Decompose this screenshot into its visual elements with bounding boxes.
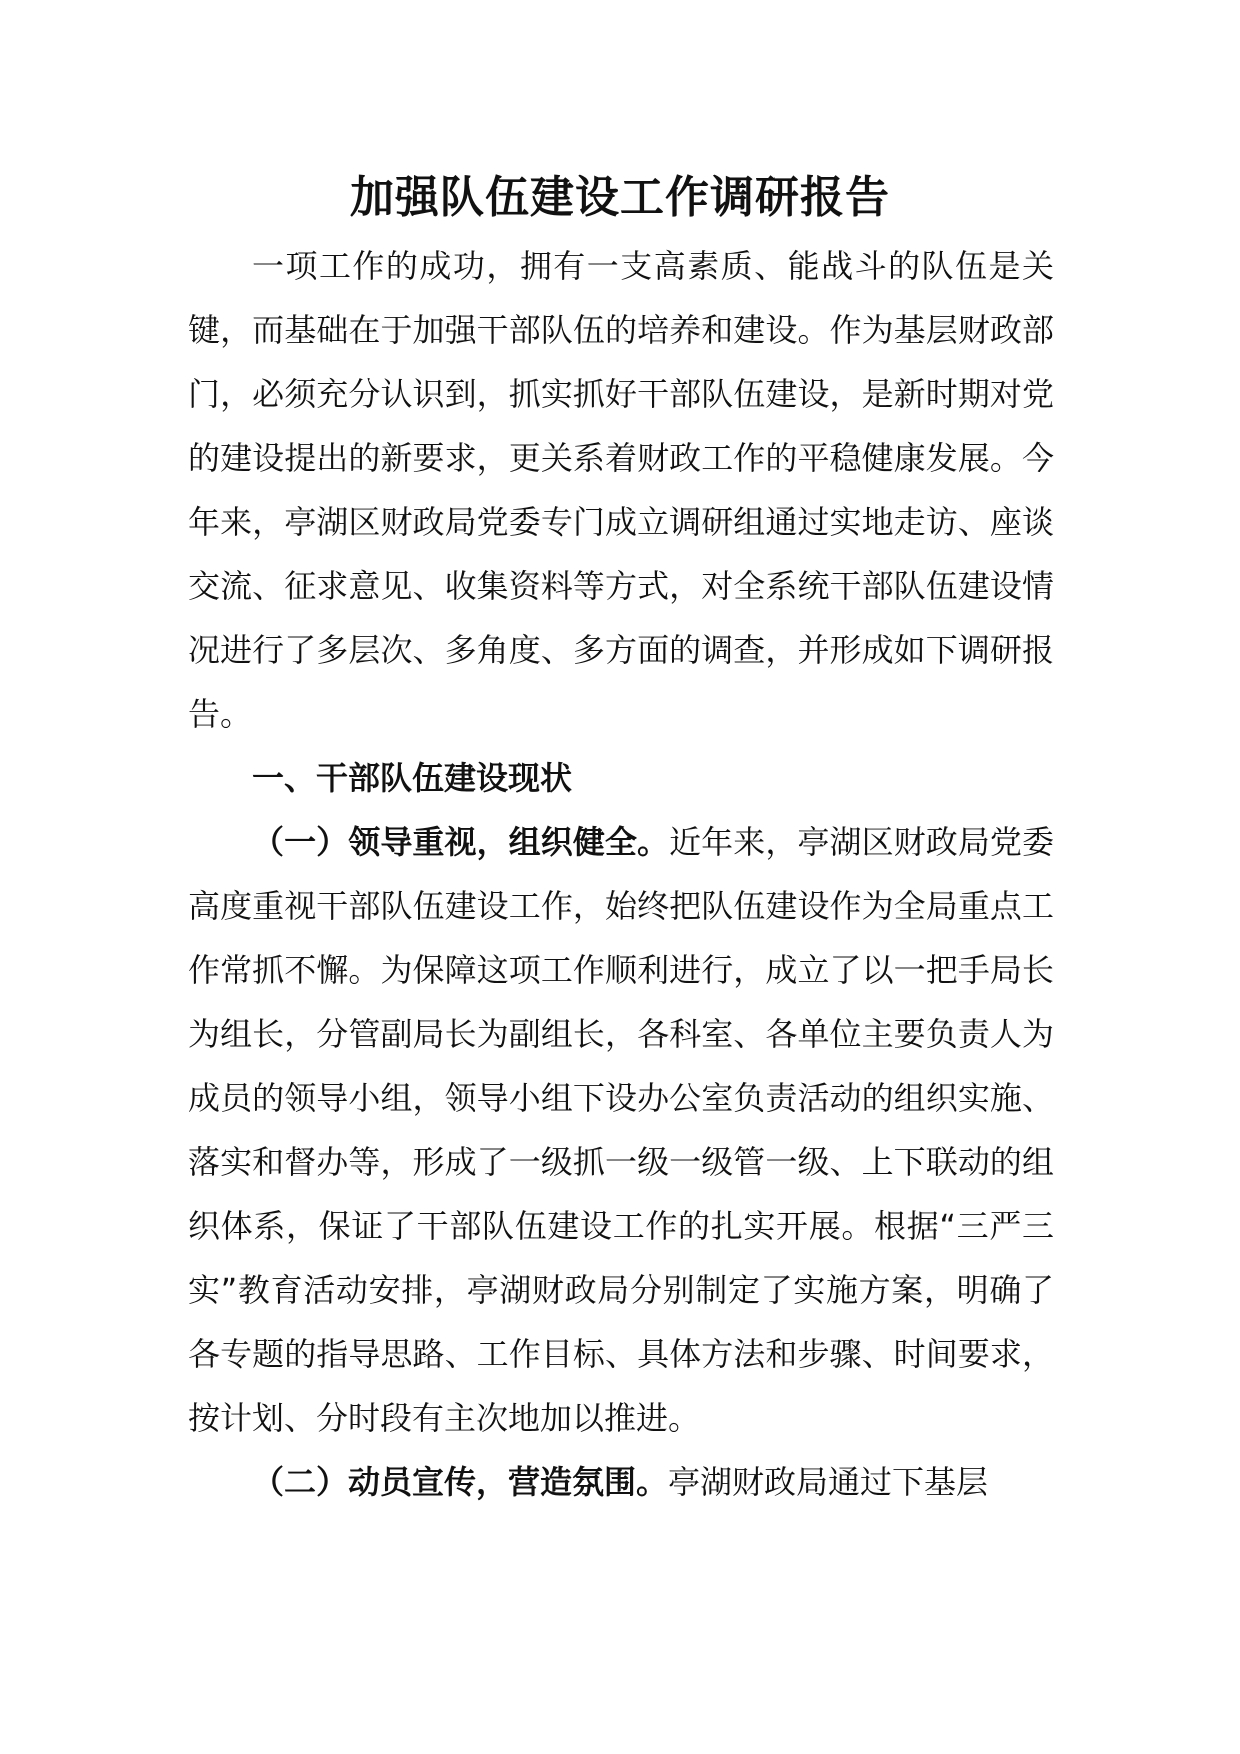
document-body [188,234,1054,1514]
item-1-lead: （一）领导重视，组织健全。 [252,823,670,861]
document-title: 加强队伍建设工作调研报告 [350,172,890,223]
item-2-lead: （二）动员宣传，营造氛围。 [252,1463,669,1501]
intro-paragraph: 一项工作的成功，拥有一支高素质、能战斗的队伍是关键，而基础在于加强干部队伍的培养和建设。作为基层财政部门，必须充分认识到，抓实抓好干部队伍建设，是新时期对党的建设提出的新要求，更关系着财政工作的平稳健康发展。今年来，亭湖区财政局党委专门成立调研组通过实地走访、座谈交流、征求意见、收集资料等方式，对全系统干部队伍建设情况进行了多层次、多角度、多方面的调查，并形成如下调研报告。 [188,247,1054,733]
section-heading: 一、干部队伍建设现状 [252,759,573,797]
item-1-text: 近年来，亭湖区财政局党委高度重视干部队伍建设工作，始终把队伍建设作为全局重点工作常抓不懈。为保障这项工作顺利进行，成立了以一把手局长为组长，分管副局长为副组长，各科室、各单位主要负责人为成员的领导小组，领导小组下设办公室负责活动的组织实施、落实和督办等，形成了一级抓一级一级管一级、上下联动的组织体系，保证了干部队伍建设工作的扎实开展。根据“三严三实”教育活动安排，亭湖财政局分别制定了实施方案，明确了各专题的指导思路、工作目标、具体方法和步骤、时间要求，按计划、分时段有主次地加以推进。 [188,823,1054,1437]
item-2-paragraph [188,1450,1054,1514]
item-1-paragraph [188,810,1054,1450]
item-2-text: 亭湖财政局通过下基层 [668,1463,989,1501]
